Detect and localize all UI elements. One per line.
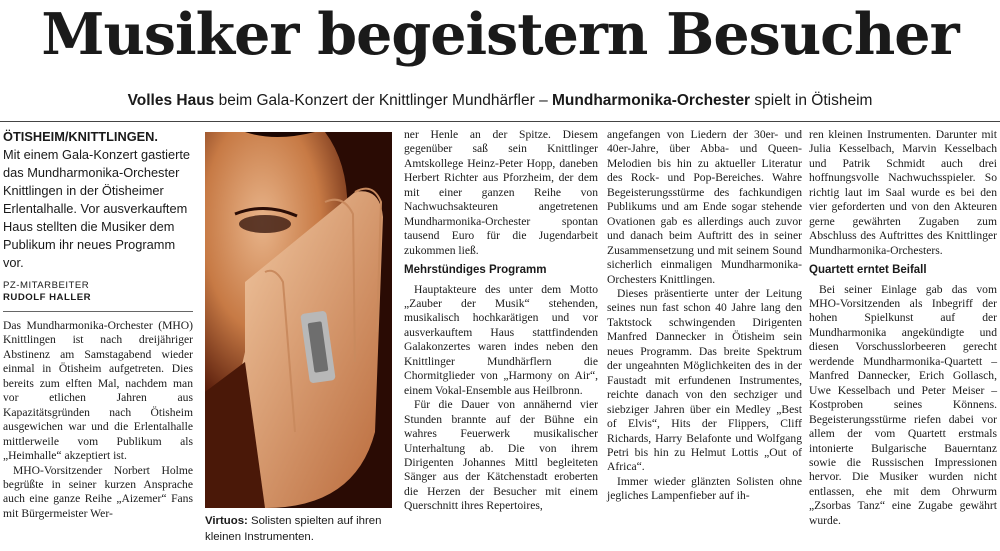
body-paragraph: Das Mundharmonika-Orchester (MHO) Knittlingen ist nach dreijähriger Abstinenz am Samstagabend wieder einmal in Ötisheim aufgetreten. Dies bereits zum elften Mal, nachdem man vor etlichen Jahren aus Kapazitätsgründen nach Ötisheim ausgewichen war und die Erlentalhalle mittlerweile vom Publikum als „Heimhalle“ akzeptiert ist. — [3, 319, 193, 463]
photo-harmonica-player — [205, 132, 392, 508]
subline-bold-1: Volles Haus — [127, 92, 215, 109]
body-paragraph: Dieses präsentierte unter der Leitung seines nun fast schon 40 Jahre lang den Taktstock schwingenden Dirigenten Manfred Dannecker in Ötisheim sein neues Programm. Das breite Spektrum der ungeahnten Möglichkeiten des in der Faustadt mit erfundenen Instrumentes, reichte danach von den sechziger und siebziger Jahren über ein Medley „Best of Elvis“, Hits der Flippers, Cliff Richards, Harry Belafonte und Wolfgang Petri bis hin zu Helmut Lottis „Out of Africa“. — [607, 286, 802, 474]
body-paragraph: Für die Dauer von annähernd vier Stunden brannte auf der Bühne ein wahres Feuerwerk musikalischer Unterhaltung ab. Die von ihrem Dirigenten Johannes Mittl begleiteten Sänger aus der Kätchenstadt eroberten die Herzen der Besucher mit einem Querschnitt ihres Repertoires, — [404, 398, 598, 513]
photo-caption — [205, 513, 395, 545]
column-4 — [607, 128, 802, 504]
subheading: Mehrstündiges Programm — [404, 264, 547, 277]
column-1 — [3, 128, 193, 521]
subline-bold-2: Mundharmonika-Orchester — [552, 92, 751, 109]
caption-text: Solisten spielten auf ihren kleinen Instrumenten. — [205, 515, 382, 543]
subline-text-2: spielt in Ötisheim — [750, 92, 873, 109]
byline — [3, 280, 193, 304]
lead-paragraph — [3, 128, 193, 272]
caption-label: Virtuos: — [205, 515, 248, 527]
body-paragraph: ner Henle an der Spitze. Diesem gegenüber saß sein Knittlinger Amtskollege Heinz-Peter Hopp, daneben Herbert Richter aus Pforzheim, der dem mit einer ganzen Reihe von Nachwuchsakteuren angetretenen Mundharmonika-Orchester spontan tausend Euro für die Jugendarbeit zukommen ließ. — [404, 128, 598, 257]
headline: Musiker begeistern Besucher — [41, 1, 959, 68]
column-3 — [404, 128, 598, 514]
body-paragraph: Immer wieder glänzten Solisten ohne jegliches Lampenfieber auf ih- — [607, 474, 802, 503]
byline-role: PZ-MITARBEITER — [3, 280, 90, 291]
subheading: Quartett erntet Beifall — [809, 264, 927, 277]
body-paragraph: ren kleinen Instrumenten. Darunter mit Julia Kesselbach, Marvin Kesselbach und Patrik Schmidt auch drei hoffnungsvolle Nachwuchsspieler. So richtig laut im Saal wurde es bei den vier geforderten und von den Akteuren gerne gewährten Zugaben zum Abschluss des Auftrittes des Knittlinger Mundharmonika-Orchesters. — [809, 128, 997, 257]
subheadline — [0, 92, 1000, 110]
column-5 — [809, 128, 997, 528]
byline-divider — [3, 311, 193, 312]
byline-author: RUDOLF HALLER — [3, 292, 92, 303]
lead-text: Mit einem Gala-Konzert gastierte das Mundharmonika-Orchester Knittlingen in der Ötisheimer Erlentalhalle. Vor ausverkauftem Haus stellten die Musiker dem Publikum ihr neues Programm vor. — [3, 147, 191, 270]
body-paragraph: Hauptakteure des unter dem Motto „Zauber der Musik“ stehenden, musikalisch hochkarätigen und vor ausverkauftem Haus stattfindenden Galakonzertes waren indes neben den Knittlinger Mundhärflern die Chormitglieder von „Harmony on Air“, einem Vokal-Ensemble aus Heilbronn. — [404, 282, 598, 397]
subline-text-1: beim Gala-Konzert der Knittlinger Mundhärfler – — [214, 92, 552, 109]
dateline: ÖTISHEIM/KNITTLINGEN. — [3, 129, 158, 144]
photo-illustration — [205, 132, 392, 508]
body-paragraph: angefangen von Liedern der 30er- und 40er-Jahre, über Abba- und Queen-Melodien bis hin zu aktueller Literatur des Rock- und Pop-Bereiches. Wahre Begeisterungsstürme des fachkundigen Publikums und am Ende sogar stehende Ovationen gab es allerdings auch zuvor und danach beim Auftritt des in seiner Zusammensetzung und mit seinem Sound sicherlich einmaligen Mundharmonika-Orchesters Knittlingen. — [607, 128, 802, 286]
body-paragraph: Bei seiner Einlage gab das vom MHO-Vorsitzenden als Inbegriff der hohen Spielkunst auf der Mundharmonika angekündigte und diesen Vorschusslorbeeren gerecht werdende Mundharmonika-Quartett – Manfred Dannecker, Erich Gollasch, Uwe Kesselbach und Peter Meiser – Kostproben seines Könnens. Begeisterungsstürme riefen dabei vor allem der vom Quartett erstmals intonierte Bulgarische Bauerntanz sowie die Russischen Impressionen hervor. Die Musiker wurden nicht entlassen, ehe mit dem Ohrwurm „Zsorbas Tanz“ eine Zugabe gewährt wurde. — [809, 282, 997, 527]
top-divider — [0, 121, 1000, 122]
body-paragraph: MHO-Vorsitzender Norbert Holme begrüßte in seiner kurzen Ansprache auch eine ganze Reihe „Aizemer“ Fans mit Bürgermeister Wer- — [3, 463, 193, 520]
